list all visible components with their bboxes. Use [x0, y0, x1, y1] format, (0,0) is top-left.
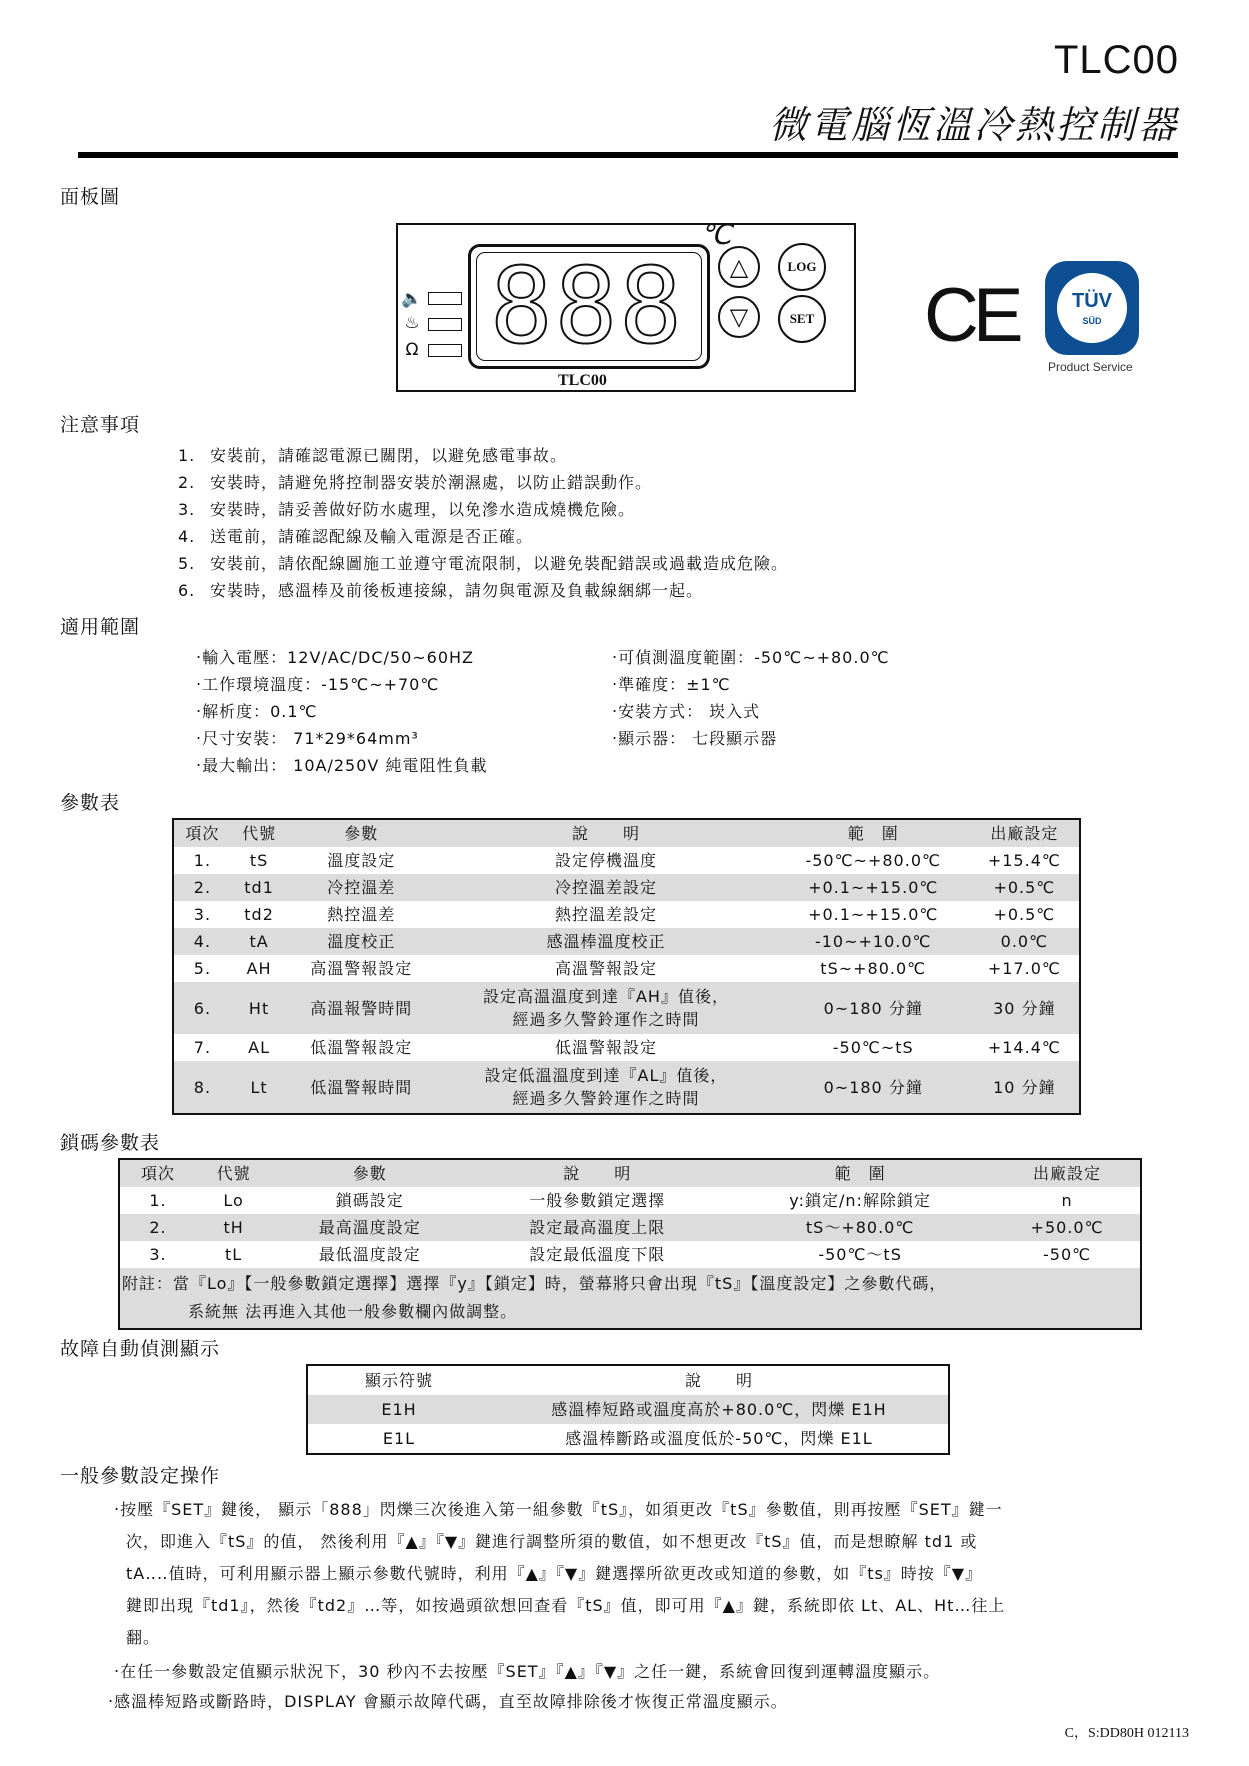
spec-item: ‧安裝方式： 崁入式: [612, 702, 761, 721]
operation-paragraph: ‧感溫棒短路或斷路時，DISPLAY 會顯示故障代碼，直至故障排除後才恢復正常溫度顯示。: [108, 1692, 788, 1711]
list-item: 6. 安裝時，感溫棒及前後板連接線，請勿與電源及負載線綑綁一起。: [178, 581, 704, 600]
column-header: 出廠設定: [990, 824, 1059, 843]
section-heading-operation: 一般參數設定操作: [60, 1465, 221, 1487]
indicator-led-3: [428, 344, 462, 357]
document-title: 微電腦恆溫冷熱控制器: [768, 103, 1179, 147]
column-header: 說 明: [571, 824, 640, 843]
table-row: 1. tS 溫度設定 設定停機溫度 -50℃~+80.0℃ +15.4℃: [193, 851, 1061, 870]
panel-model-label: TLC00: [558, 372, 607, 389]
table-row: 3. td2 熱控溫差 熱控溫差設定 +0.1~+15.0℃ +0.5℃: [193, 905, 1056, 924]
section-heading-panel: 面板圖: [60, 186, 121, 208]
table-row: 2. td1 冷控溫差 冷控溫差設定 +0.1~+15.0℃ +0.5℃: [173, 874, 1080, 901]
spec-item: ‧輸入電壓：12V/AC/DC/50~60HZ: [196, 648, 475, 667]
section-heading-fault: 故障自動偵測顯示: [60, 1338, 221, 1360]
heat-wave-icon: Ω: [405, 340, 419, 360]
section-heading-lock-params: 鎖碼參數表: [60, 1132, 161, 1154]
operation-paragraph: ‧在任一參數設定值顯示狀況下，30 秒內不去按壓『SET』『▲』『▼』之任一鍵，系統會回復到運轉溫度顯示。: [114, 1662, 941, 1681]
up-triangle-icon[interactable]: △: [718, 246, 760, 288]
fault-table: [306, 1364, 950, 1455]
table-header-row: [307, 1365, 949, 1395]
table-row: E1H 感溫棒短路或溫度高於+80.0℃，閃爍 E1H: [307, 1395, 949, 1424]
column-header: 說 明: [684, 1371, 753, 1390]
column-header: 代號: [242, 824, 277, 843]
column-header: 範 圍: [834, 1164, 886, 1183]
spec-item: ‧尺寸安裝： 71*29*64mm³: [196, 729, 419, 748]
table-row: 3. tL 最低溫度設定 設定最低溫度下限 -50℃～tS -50℃: [149, 1245, 1092, 1264]
footnote-line: 附註：當『Lo』【一般參數鎖定選擇】選擇『y』【鎖定】時，螢幕將只會出現『tS』【溫度設定】之參數代碼，: [122, 1274, 947, 1293]
table-row: E1L 感溫棒斷路或溫度低於-50℃，閃爍 E1L: [382, 1429, 873, 1448]
speaker-icon: 🔈: [401, 289, 423, 309]
list-item: 2. 安裝時，請避免將控制器安裝於潮濕處，以防止錯誤動作。: [178, 473, 653, 492]
heater-icon: ♨: [404, 313, 420, 333]
header-rule: [78, 152, 1178, 158]
table-header-row: [119, 1159, 1141, 1187]
column-header: 參數: [352, 1164, 387, 1183]
section-heading-notes: 注意事項: [60, 414, 141, 436]
ce-logo: CE: [924, 273, 1018, 358]
list-item: 4. 送電前，請確認配線及輸入電源是否正確。: [178, 527, 534, 546]
log-button[interactable]: LOG: [778, 243, 826, 291]
model-number: TLC00: [1053, 38, 1179, 82]
column-header: 出廠設定: [1033, 1164, 1102, 1183]
table-footnote-row: [119, 1268, 1141, 1329]
column-header: 範 圍: [847, 824, 899, 843]
unit-symbol: ℃: [700, 220, 732, 251]
table-header-row: [173, 819, 1080, 847]
spec-item: ‧顯示器： 七段顯示器: [612, 729, 778, 748]
footnote-line: 系統無 法再進入其他一般參數欄內做調整。: [188, 1302, 518, 1321]
column-header: 代號: [216, 1164, 251, 1183]
table-row: 4. tA 溫度校正 感溫棒溫度校正 -10~+10.0℃ 0.0℃: [173, 928, 1080, 955]
column-header: 項次: [185, 824, 220, 843]
tuv-logo-text: TÜV: [1072, 290, 1112, 312]
param-table: [172, 818, 1081, 1115]
operation-paragraph: ‧按壓『SET』鍵後， 顯示「888」閃爍三次後進入第一組參數『tS』，如須更改『tS』參數值，則再按壓『SET』鍵一 次，即進入『tS』的值， 然後利用『▲』『▼』鍵進行調整所須的數值，如不想更改『tS』值，而是想瞭解 td1 或 tA‥‥值時，可利用顯示器上顯示參數代號時，利用『▲』『▼』鍵選擇所欲更改或知道的參數，如『ts』時按『▼』 鍵即出現『td1』，然後『td2』…等，如按過頭欲想回查看『tS』值，即可用『▲』鍵，系統即依 Lt、AL、Ht…往上 翻。: [114, 1500, 1006, 1647]
footer-code: C，S:DD80H 012113: [1064, 1726, 1189, 1741]
spec-item: ‧準確度：±1℃: [612, 675, 731, 694]
table-row: 1. Lo 鎖碼設定 一般參數鎖定選擇 y:鎖定/n:解除鎖定 n: [149, 1191, 1073, 1210]
spec-item: ‧最大輸出： 10A/250V 純電阻性負載: [196, 756, 488, 775]
section-heading-scope: 適用範圍: [60, 616, 141, 638]
table-row: 2. tH 最高溫度設定 設定最高溫度上限 tS～+80.0℃ +50.0℃: [119, 1214, 1141, 1241]
indicator-led-1: [428, 292, 462, 305]
spec-item: ‧可偵測溫度範圍：-50℃~+80.0℃: [612, 648, 890, 667]
product-service-label: Product Service: [1048, 360, 1133, 374]
column-header: 說 明: [563, 1164, 632, 1183]
list-item: 5. 安裝前，請依配線圖施工並遵守電流限制，以避免裝配錯誤或過載造成危險。: [178, 554, 789, 573]
spec-item: ‧工作環境溫度：-15℃~+70℃: [196, 675, 440, 694]
column-header: 顯示符號: [364, 1371, 433, 1390]
lcd-digits: 888: [490, 256, 684, 356]
table-row: 5. AH 高溫警報設定 高溫警報設定 tS~+80.0℃ +17.0℃: [193, 959, 1061, 978]
sud-logo-text: SÜD: [1082, 316, 1102, 326]
indicator-led-2: [428, 318, 462, 331]
down-triangle-icon[interactable]: ▽: [718, 296, 760, 338]
list-item: 3. 安裝時，請妥善做好防水處理，以免滲水造成燒機危險。: [178, 500, 636, 519]
set-button[interactable]: SET: [778, 295, 826, 343]
section-heading-params: 參數表: [60, 792, 121, 814]
column-header: 參數: [344, 824, 379, 843]
lock-param-table: [118, 1158, 1142, 1330]
column-header: 項次: [141, 1164, 176, 1183]
table-row: 6. Ht 高溫報警時間 設定高溫溫度到達『AH』值後， 經過多久警鈴運作之時間 0~180 分鐘 30 分鐘: [173, 982, 1080, 1034]
table-row: 8. Lt 低溫警報時間 設定低溫溫度到達『AL』值後， 經過多久警鈴運作之時間 0~180 分鐘 10 分鐘: [173, 1061, 1080, 1114]
spec-item: ‧解析度：0.1℃: [196, 702, 318, 721]
table-row: 7. AL 低溫警報設定 低溫警報設定 -50℃~tS +14.4℃: [193, 1038, 1061, 1057]
list-item: 1. 安裝前，請確認電源已關閉，以避免感電事故。: [178, 446, 568, 465]
